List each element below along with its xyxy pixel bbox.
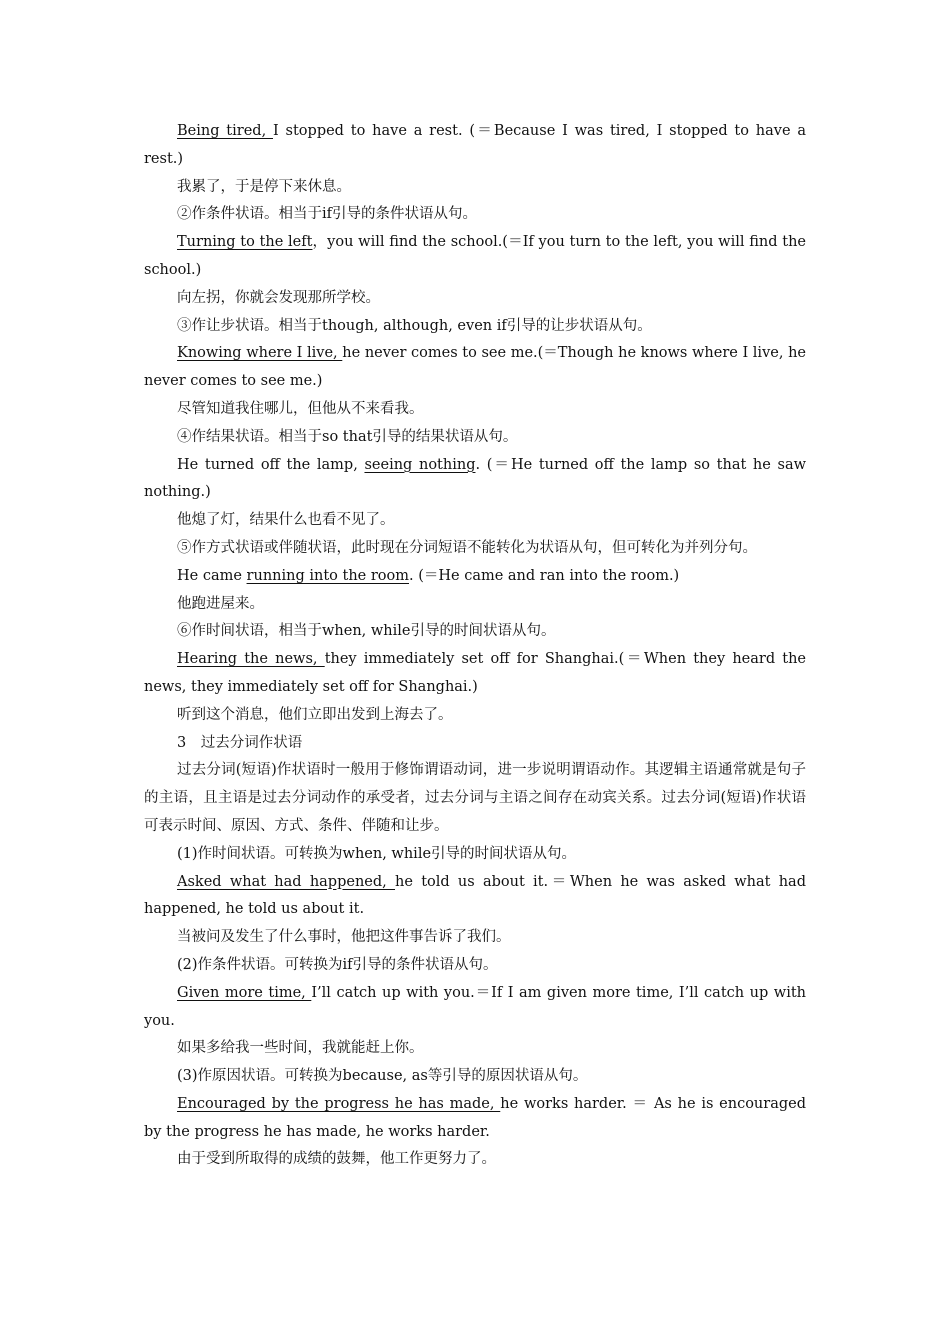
text-run: 3 过去分词作状语 (177, 734, 303, 751)
text-run: ⑥作时间状语，相当于when, while引导的时间状语从句。 (177, 623, 556, 640)
paragraph (144, 563, 806, 591)
underlined-phrase: seeing nothing (364, 456, 476, 473)
underlined-phrase: Being tired, (177, 123, 273, 139)
text-run: 听到这个消息，他们立即出发到上海去了。 (177, 706, 453, 723)
underlined-phrase: Encouraged by the progress he has made, (177, 1095, 501, 1112)
text-run: he works harder. ＝ As he is encouraged by the progress he has made, he works harder. (144, 1095, 806, 1140)
text-run: I stopped to have a rest. (＝Because I was tired, I stopped to have a rest.) (144, 123, 806, 167)
text-run: ⑤作方式状语或伴随状语，此时现在分词短语不能转化为状语从句，但可转化为并列分句。 (177, 539, 757, 556)
paragraph (144, 1146, 806, 1174)
paragraph (144, 1035, 806, 1063)
text-run: 如果多给我一些时间，我就能赶上你。 (177, 1040, 424, 1057)
paragraph (144, 507, 806, 535)
paragraph (144, 313, 806, 341)
text-run: (1)作时间状语。可转换为when, while引导的时间状语从句。 (177, 845, 577, 862)
underlined-phrase: running into the room (246, 567, 409, 584)
text-run: 当被问及发生了什么事时，他把这件事告诉了我们。 (177, 929, 511, 946)
text-run: ，you will find the school.(＝If you turn to the left, you will find the school.) (144, 234, 806, 278)
text-run: 向左拐，你就会发现那所学校。 (177, 289, 380, 306)
paragraph (144, 591, 806, 619)
text-run: 他跑进屋来。 (177, 595, 264, 612)
paragraph (144, 174, 806, 202)
text-run: he never comes to see me.(＝Though he knows where I live, he never comes to see me.) (144, 345, 806, 390)
text-run: (2)作条件状语。可转换为if引导的条件状语从句。 (177, 956, 498, 973)
text-run: He turned off the lamp, (177, 456, 365, 473)
paragraph (144, 841, 806, 869)
paragraph (144, 980, 806, 1036)
paragraph (144, 201, 806, 229)
paragraph (144, 340, 806, 396)
paragraph (144, 535, 806, 563)
paragraph (144, 757, 806, 840)
text-run: I’ll catch up with you.＝If I am given more time, I’ll catch up with you. (144, 984, 806, 1029)
paragraph (144, 452, 806, 508)
text-run: he told us about it.＝When he was asked what had happened, he told us about it. (144, 873, 806, 918)
paragraph (144, 229, 806, 285)
underlined-phrase: Turning to the left (177, 234, 313, 251)
paragraph (144, 285, 806, 313)
text-run: ④作结果状语。相当于so that引导的结果状语从句。 (177, 428, 518, 445)
paragraph (144, 118, 806, 174)
paragraph (144, 618, 806, 646)
paragraph (144, 924, 806, 952)
text-run: 尽管知道我住哪儿，但他从不来看我。 (177, 400, 424, 417)
paragraph (144, 424, 806, 452)
section-heading (144, 730, 806, 758)
document-body (144, 118, 806, 1174)
text-run: He came (177, 567, 247, 584)
paragraph (144, 646, 806, 702)
paragraph (144, 702, 806, 730)
underlined-phrase: Knowing where I live, (177, 345, 343, 362)
paragraph (144, 1091, 806, 1147)
text-run: (3)作原因状语。可转换为because, as等引导的原因状语从句。 (177, 1068, 588, 1085)
text-run: 我累了，于是停下来休息。 (177, 178, 351, 195)
paragraph (144, 869, 806, 925)
underlined-phrase: Hearing the news, (177, 651, 325, 668)
paragraph (144, 952, 806, 980)
text-run: ③作让步状语。相当于though, although, even if引导的让步状语从句。 (177, 317, 652, 334)
underlined-phrase: Asked what had happened, (177, 873, 396, 890)
paragraph (144, 396, 806, 424)
text-run: 过去分词(短语)作状语时一般用于修饰谓语动词，进一步说明谓语动作。其逻辑主语通常就是句子的主语，且主语是过去分词动作的承受者，过去分词与主语之间存在动宾关系。过去分词(短语)作状语可表示时间、原因、方式、条件、伴随和让步。 (144, 762, 806, 834)
text-run: they immediately set off for Shanghai.(＝When they heard the news, they immediately set off for Shanghai.) (144, 651, 807, 695)
text-run: . (＝He came and ran into the room.) (409, 567, 680, 584)
text-run: 由于受到所取得的成绩的鼓舞，他工作更努力了。 (177, 1151, 496, 1168)
text-run: . (＝He turned off the lamp so that he saw nothing.) (144, 456, 806, 501)
paragraph (144, 1063, 806, 1091)
text-run: 他熄了灯，结果什么也看不见了。 (177, 512, 395, 529)
underlined-phrase: Given more time, (177, 984, 312, 1001)
text-run: ②作条件状语。相当于if引导的条件状语从句。 (177, 206, 478, 223)
